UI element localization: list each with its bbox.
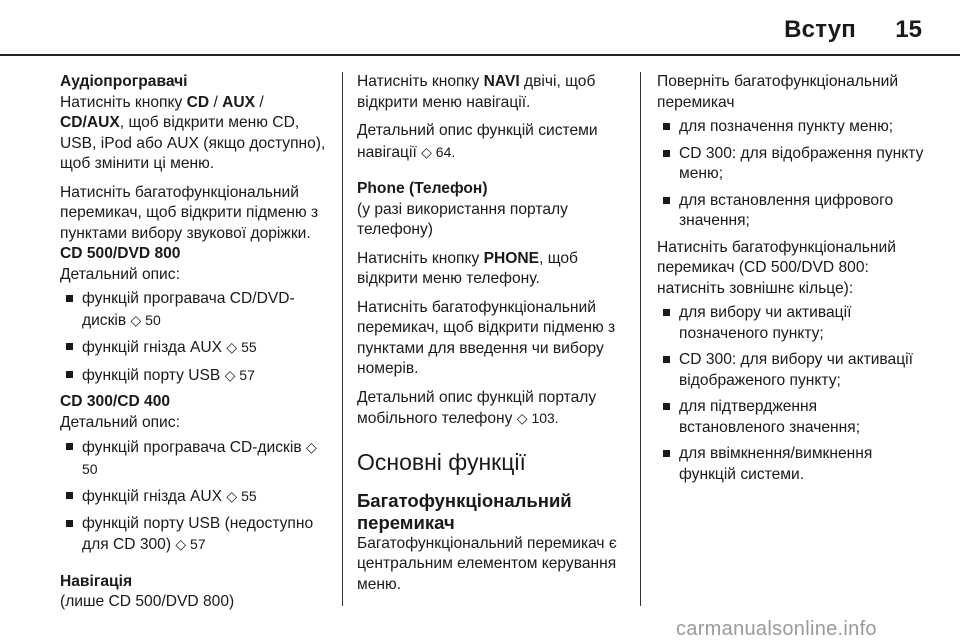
heading-audio-players: Аудіопрогравачі (60, 73, 188, 90)
button-name-navi: NAVI (483, 73, 520, 90)
text: , щоб відкрити меню телефону. (357, 249, 578, 287)
column-3 (657, 72, 925, 491)
site-watermark: carmanualsonline.info (676, 618, 877, 640)
page-reference[interactable]: ◇ 103. (516, 410, 559, 426)
page-reference[interactable]: ◇ 55 (226, 339, 257, 355)
label: Детальний опис: (60, 265, 180, 283)
paragraph: (у разі використання порталу телефону) (357, 200, 568, 238)
text: функцій порту USB (82, 366, 225, 384)
header-divider (0, 54, 960, 56)
list-item (60, 437, 328, 480)
list-item: для ввімкнення/вимкнення функцій системи. (657, 444, 925, 485)
paragraph: (лише CD 500/DVD 800) (60, 593, 235, 610)
button-name-aux: AUX (222, 93, 256, 111)
paragraph (357, 388, 625, 430)
label: Детальний опис: (60, 413, 180, 431)
page-reference[interactable]: ◇ 50 (130, 311, 161, 328)
list-item (60, 337, 328, 359)
button-name-phone: PHONE (483, 249, 540, 267)
button-name-cd: CD (186, 93, 210, 111)
page-header (0, 0, 960, 52)
paragraph: Натисніть багатофункціональний перемикач, щоб відкрити підменю з пунктами для введення чи вибору номерів. (357, 298, 616, 377)
column-divider (640, 72, 641, 606)
column-divider (342, 72, 343, 606)
column-2 (357, 72, 625, 595)
list-item: CD 300: для вибору чи активації відображеного пункту; (657, 350, 925, 391)
paragraph (357, 249, 625, 290)
list-item (60, 289, 328, 331)
text: функцій порту USB (недоступно для CD 300) (82, 514, 314, 553)
button-name-cd-aux: CD/AUX (60, 114, 120, 131)
text: функцій гнізда AUX (82, 488, 227, 505)
text: , щоб відкрити меню CD, USB, iPod або AUX (якщо доступно), щоб змінити ці меню. (60, 114, 326, 172)
text: Натисніть кнопку (60, 93, 187, 111)
text: Детальний опис функцій порталу мобільного телефону (357, 388, 597, 427)
page-reference[interactable]: ◇ 57 (224, 366, 255, 383)
heading-multifunction-knob: Багатофункціональний перемикач (357, 489, 572, 533)
text: / (209, 93, 223, 111)
text: Детальний опис функцій системи навігації (357, 122, 598, 161)
column-1 (60, 72, 328, 613)
bullet-list (657, 117, 925, 232)
text: Натисніть кнопку (357, 73, 484, 90)
page-reference[interactable]: ◇ 64. (421, 143, 456, 160)
heading-phone: Phone (Телефон) (357, 180, 488, 197)
text: двічі, щоб відкрити меню навігації. (357, 73, 596, 111)
bullet-list (60, 437, 328, 556)
bullet-list (657, 303, 925, 485)
paragraph (357, 72, 625, 113)
list-item (60, 486, 328, 508)
paragraph (60, 93, 328, 175)
page-reference[interactable]: ◇ 55 (226, 488, 257, 504)
page-number: 15 (895, 16, 922, 43)
paragraph (357, 121, 625, 163)
page-reference[interactable]: ◇ 50 (82, 439, 317, 477)
bullet-list (60, 289, 328, 386)
paragraph: Натисніть багатофункціональний перемикач, щоб відкрити підменю з пунктами вибору звукової доріжки. (60, 183, 319, 242)
heading-cd300-cd400: CD 300/CD 400 (60, 393, 171, 410)
heading-navigation: Навігація (60, 572, 133, 590)
heading-basic-functions: Основні функції (357, 448, 526, 475)
heading-cd500-dvd800: CD 500/DVD 800 (60, 245, 181, 262)
section-title: Вступ (784, 16, 856, 43)
list-item: для підтвердження встановленого значення; (657, 397, 925, 438)
list-item (60, 365, 328, 387)
list-item: для вибору чи активації позначеного пункту; (657, 303, 925, 344)
paragraph: Поверніть багатофункціональний перемикач (657, 73, 899, 111)
text: функцій програвача CD/DVD-дисків (82, 290, 295, 329)
text: / (255, 93, 264, 111)
list-item (60, 514, 328, 556)
text: Натисніть кнопку (357, 249, 484, 267)
paragraph: Багатофункціональний перемикач є центральним елементом керування меню. (357, 534, 617, 593)
page-reference[interactable]: ◇ 57 (175, 536, 206, 552)
list-item: для встановлення цифрового значення; (657, 191, 925, 232)
text: функцій програвача CD-дисків (82, 439, 306, 456)
text: функцій гнізда AUX (82, 339, 227, 356)
list-item: CD 300: для відображення пункту меню; (657, 144, 925, 185)
paragraph: Натисніть багатофункціональний перемикач (CD 500/DVD 800: натисніть зовнішнє кільце): (657, 238, 896, 297)
list-item: для позначення пункту меню; (657, 117, 925, 138)
